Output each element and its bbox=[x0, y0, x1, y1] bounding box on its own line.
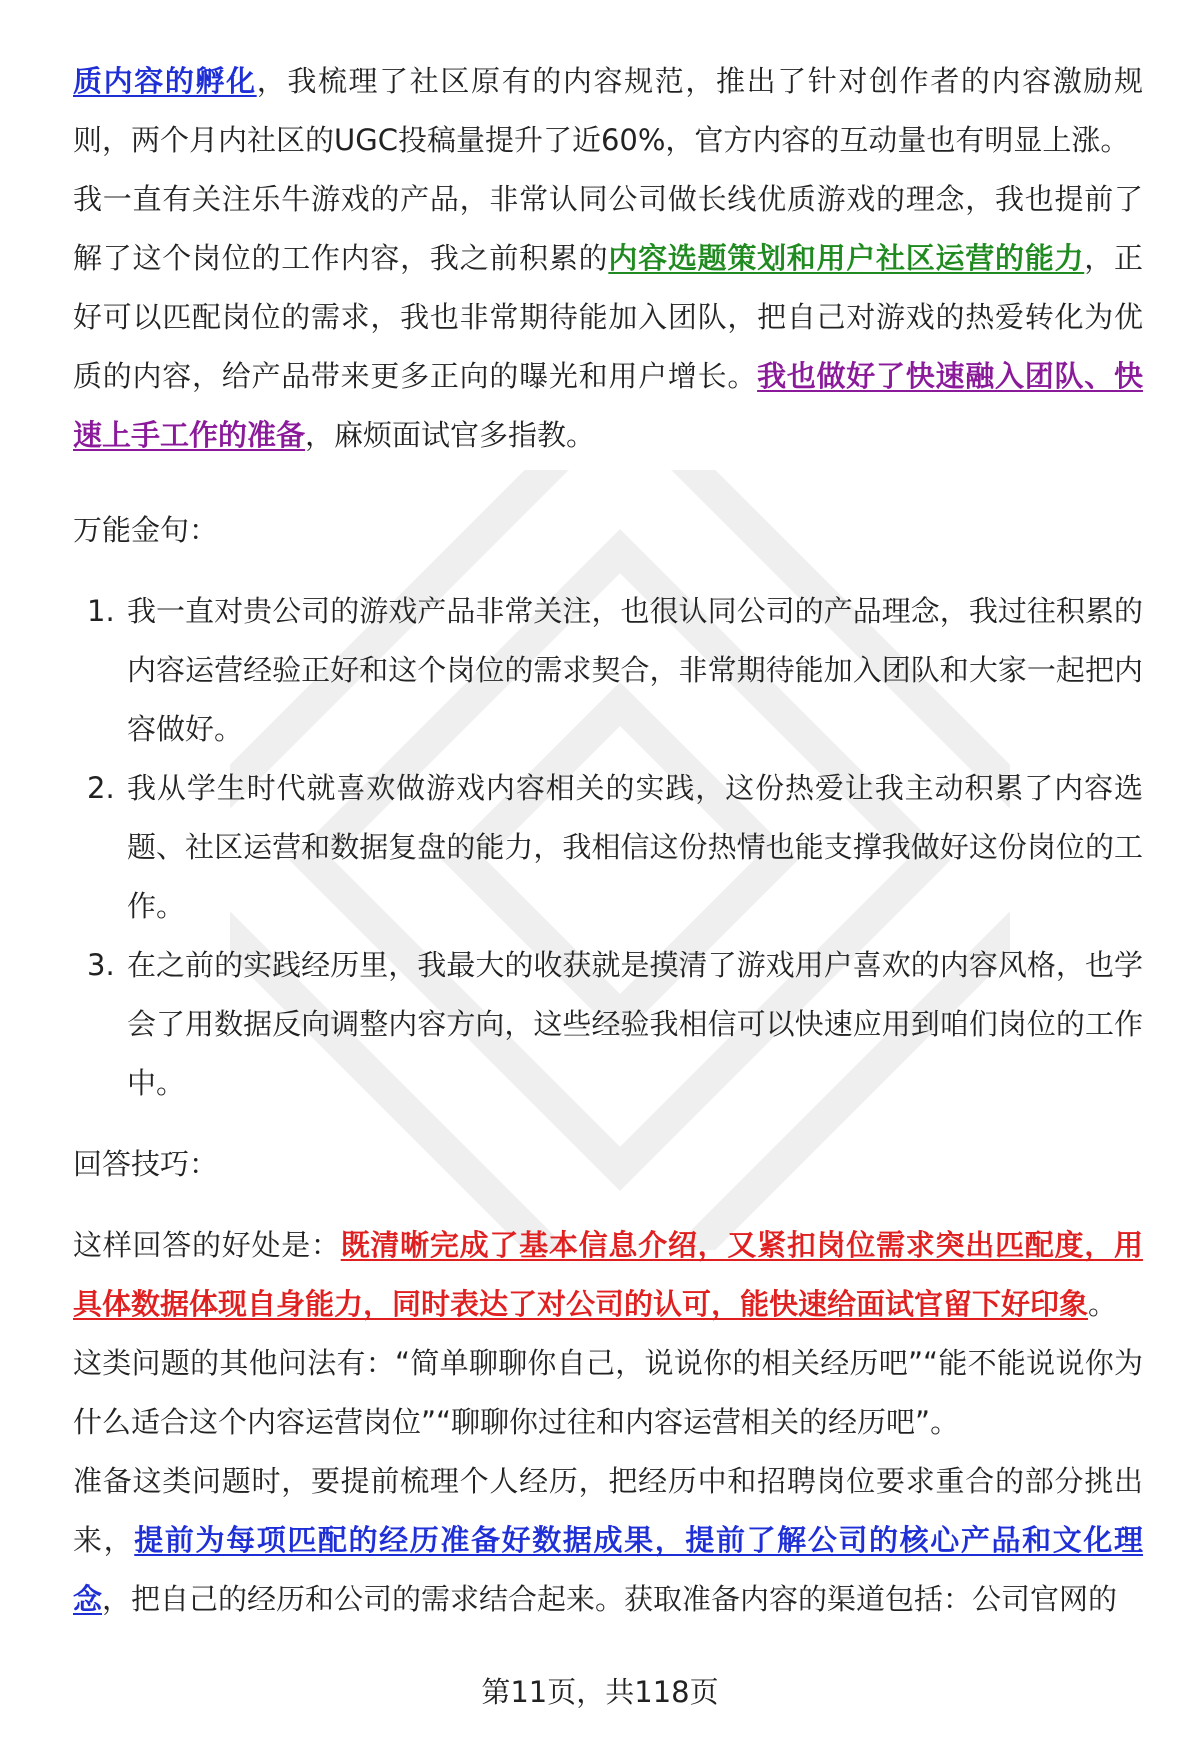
intro-paragraph-2: 我一直有关注乐牛游戏的产品，非常认同公司做长线优质游戏的理念，我也提前了解了这个岗位的工作内容，我之前积累的内容选题策划和用户社区运营的能力，正好可以匹配岗位的需求，我也非常期待能加入团队，把自己对游戏的热爱转化为优质的内容，给产品带来更多正向的曝光和用户增长。我也做好了快速融入团队、快速上手工作的准备，麻烦面试官多指教。 bbox=[73, 182, 1143, 452]
highlight-preparation: 提前为每项匹配的经历准备好数据成果，提前了解公司的核心产品和文化理念 bbox=[73, 1523, 1143, 1616]
page-number-footer: 第11页，共118页 bbox=[481, 1675, 719, 1709]
intro-paragraph-1: 质内容的孵化，我梳理了社区原有的内容规范，推出了针对创作者的内容激励规则，两个月内社区的UGC投稿量提升了近60%，官方内容的互动量也有明显上涨。 bbox=[73, 64, 1143, 157]
highlight-readiness: 我也做好了快速融入团队、快速上手工作的准备 bbox=[73, 359, 1143, 452]
answer-tips-label: 回答技巧： bbox=[73, 1147, 219, 1181]
list-item: 3. 在之前的实践经历里，我最大的收获就是摸清了游戏用户喜欢的内容风格，也学会了用数据反向调整内容方向，这些经验我相信可以快速应用到咱们岗位的工作中。 bbox=[87, 948, 1143, 1100]
golden-sentences-label: 万能金句： bbox=[73, 513, 219, 547]
list-item: 1. 我一直对贵公司的游戏产品非常关注，也很认同公司的产品理念，我过往积累的内容运营经验正好和这个岗位的需求契合，非常期待能加入团队和大家一起把内容做好。 bbox=[87, 594, 1143, 746]
highlight-quality-content: 质内容的孵化 bbox=[73, 64, 257, 98]
other-questions-paragraph: 这类问题的其他问法有：“简单聊聊你自己，说说你的相关经历吧”“能不能说说你为什么适合这个内容运营岗位”“聊聊你过往和内容运营相关的经历吧”。 bbox=[73, 1346, 1143, 1439]
preparation-paragraph: 准备这类问题时，要提前梳理个人经历，把经历中和招聘岗位要求重合的部分挑出来，提前为每项匹配的经历准备好数据成果，提前了解公司的核心产品和文化理念，把自己的经历和公司的需求结合起来。获取准备内容的渠道包括：公司官网的 bbox=[73, 1464, 1143, 1616]
highlight-benefit: 既清晰完成了基本信息介绍，又紧扣岗位需求突出匹配度，用具体数据体现自身能力，同时表达了对公司的认可，能快速给面试官留下好印象 bbox=[73, 1228, 1143, 1321]
document-body bbox=[73, 52, 1143, 1629]
highlight-abilities: 内容选题策划和用户社区运营的能力 bbox=[608, 241, 1085, 275]
benefit-paragraph: 这样回答的好处是：既清晰完成了基本信息介绍，又紧扣岗位需求突出匹配度，用具体数据体现自身能力，同时表达了对公司的认可，能快速给面试官留下好印象。 bbox=[73, 1228, 1143, 1321]
list-item: 2. 我从学生时代就喜欢做游戏内容相关的实践，这份热爱让我主动积累了内容选题、社区运营和数据复盘的能力，我相信这份热情也能支撑我做好这份岗位的工作。 bbox=[87, 771, 1143, 923]
golden-sentences-list bbox=[73, 582, 1143, 1113]
